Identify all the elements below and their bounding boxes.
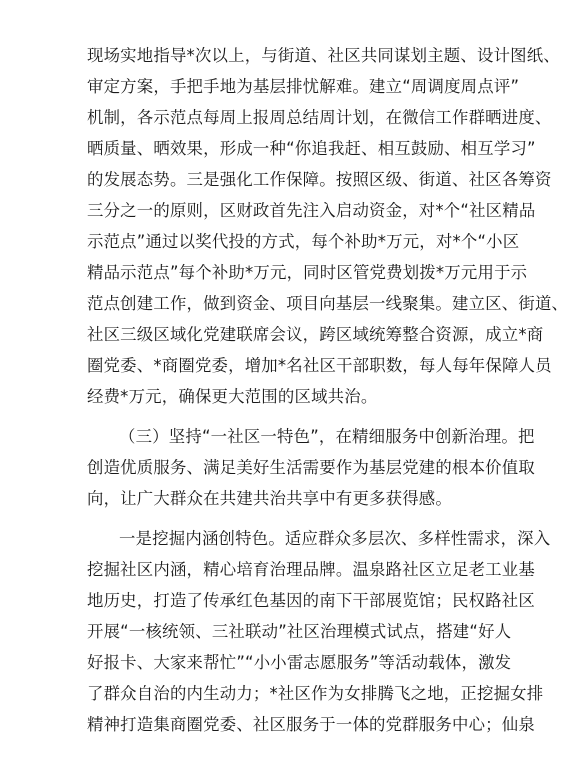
text-line: 社区三级区域化党建联席会议，跨区域统筹整合资源，成立*商 — [87, 325, 544, 344]
text-line: 挖掘社区内涵，精心培育治理品牌。温泉路社区立足老工业基 — [87, 560, 535, 579]
text-line: 范点创建工作，做到资金、项目向基层一线聚集。建立区、街道、 — [87, 294, 569, 313]
text-line: 了群众自治的内生动力；*社区作为女排腾飞之地，正挖掘女排 — [87, 684, 544, 703]
text-line: 地历史，打造了传承红色基因的南下干部展览馆；民权路社区 — [87, 591, 535, 610]
text-line: 向，让广大群众在共建共治共享中有更多获得感。 — [87, 489, 452, 508]
text-line: 三分之一的原则，区财政首先注入启动资金，对*个“社区精品 — [87, 201, 536, 220]
text-line: 机制，各示范点每周上报周总结周计划，在微信工作群晒进度、 — [87, 108, 552, 127]
text-line: 精神打造集商圈党委、社区服务于一体的党群服务中心；仙泉 — [87, 715, 535, 734]
paragraph-first-line: 一是挖掘内涵创特色。适应群众多层次、多样性需求，深入 — [119, 529, 551, 548]
section-heading-line: （三）坚持“一社区一特色”，在精细服务中创新治理。把 — [119, 427, 535, 446]
text-line: 开展“一核统领、三社联动”社区治理模式试点，搭建“好人 — [87, 622, 512, 641]
text-line: 审定方案，手把手地为基层排忧解难。建立“周调度周点评” — [87, 77, 520, 96]
text-line: 圈党委、*商圈党委，增加*名社区干部职数，每人每年保障人员 — [87, 356, 552, 375]
text-line: 好报卡、大家来帮忙”“小小雷志愿服务”等活动载体，激发 — [87, 653, 512, 672]
text-line: 晒质量、晒效果，形成一种“你追我赶、相互鼓励、相互学习” — [87, 139, 536, 158]
text-line: 经费*万元，确保更大范围的区域共治。 — [87, 387, 378, 406]
text-line: 精品示范点”每个补助*万元，同时区管党费划拨*万元用于示 — [87, 263, 528, 282]
text-line: 的发展态势。三是强化工作保障。按照区级、街道、社区各筹资 — [87, 170, 552, 189]
text-line: 现场实地指导*次以上，与街道、社区共同谋划主题、设计图纸、 — [87, 46, 560, 65]
text-line: 示范点”通过以奖代投的方式，每个补助*万元，对*个“小区 — [87, 232, 520, 251]
text-line: 创造优质服务、满足美好生活需要作为基层党建的根本价值取 — [87, 458, 535, 477]
